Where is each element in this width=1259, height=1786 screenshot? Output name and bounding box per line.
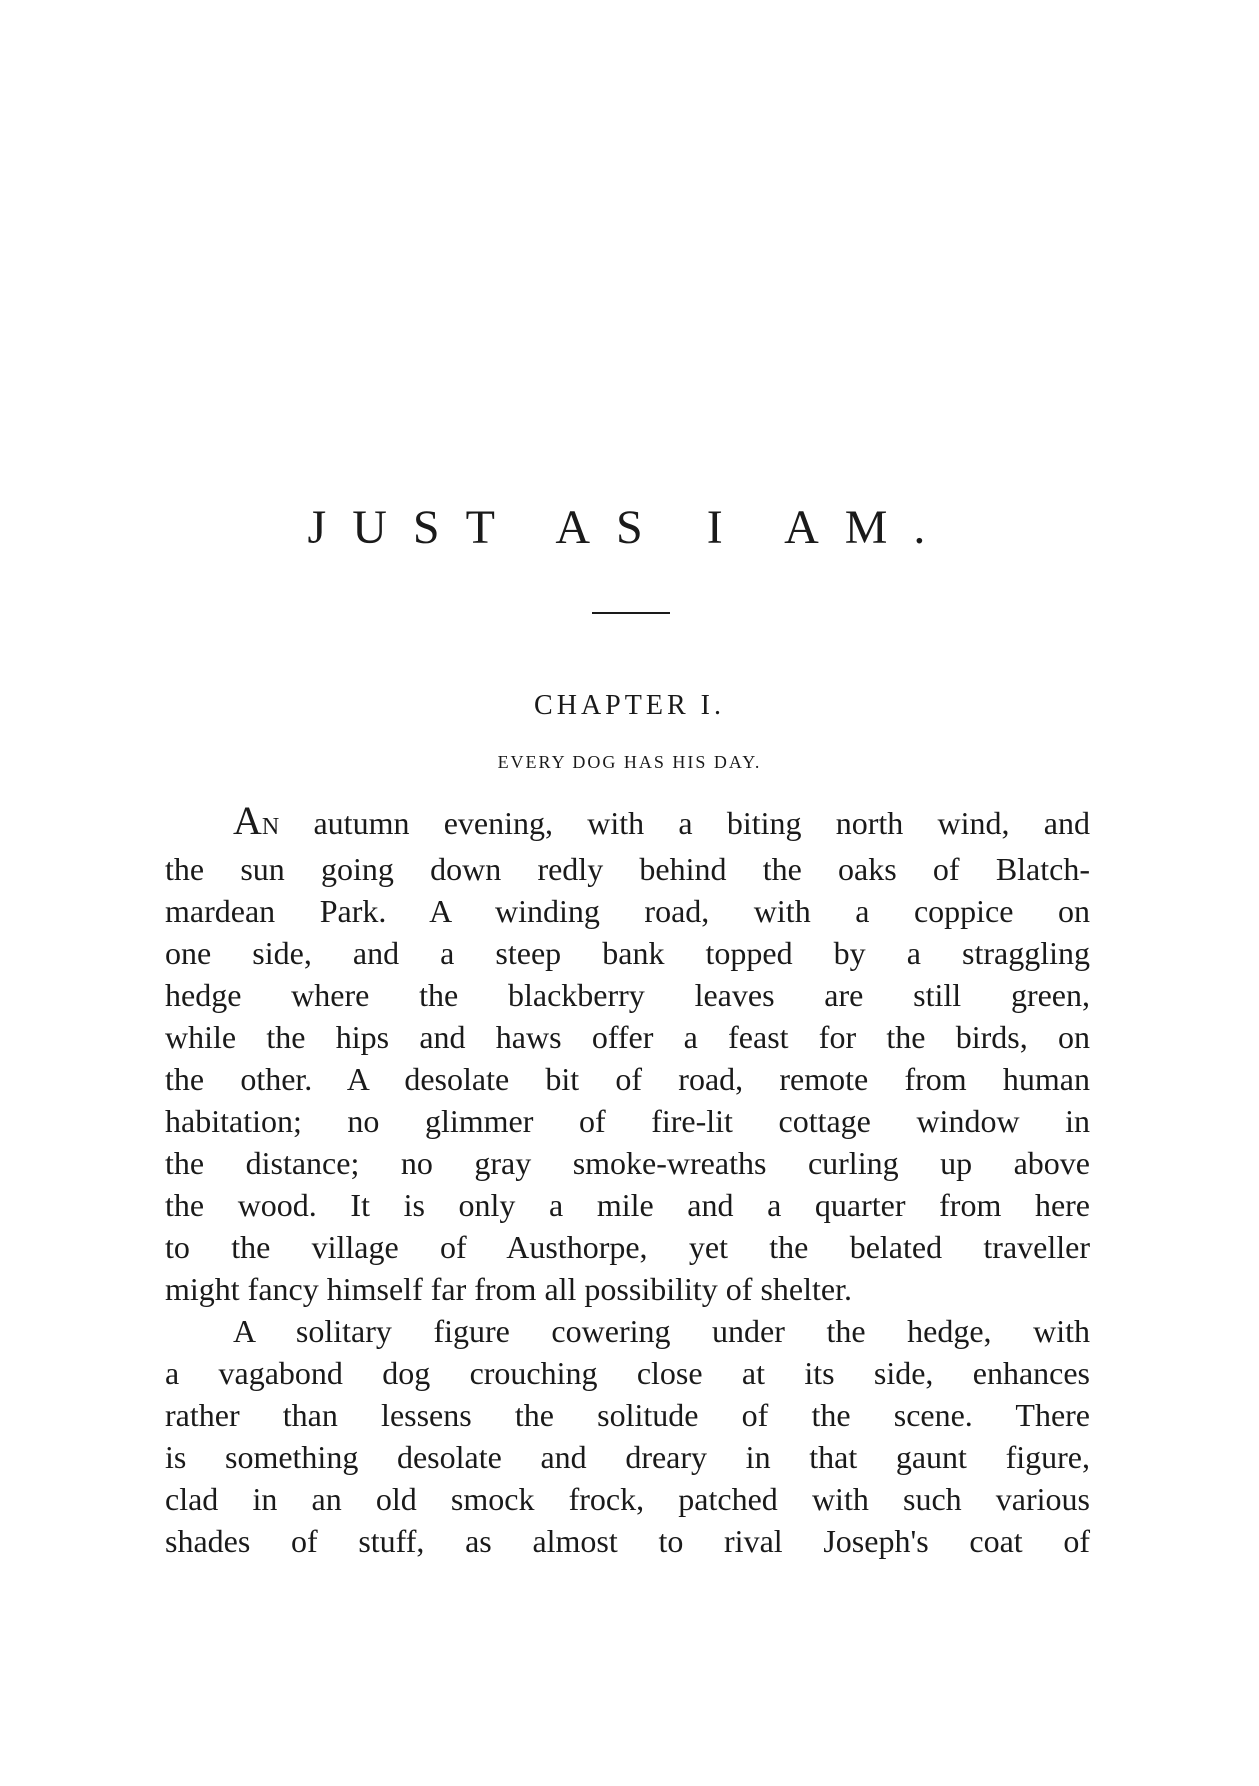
paragraph-line: to the village of Austhorpe, yet the belated traveller [165, 1229, 1090, 1265]
title-rule [592, 612, 670, 614]
book-title: JUST AS I AM. [307, 501, 952, 554]
paragraph-line: the other. A desolate bit of road, remote from human [165, 1061, 1090, 1097]
paragraph-line [165, 800, 1090, 848]
paragraph-line: the sun going down redly behind the oaks of Blatch- [165, 851, 1090, 887]
paragraph-2 [165, 1310, 1090, 1562]
paragraph-line: clad in an old smock frock, patched with such various [165, 1481, 1090, 1517]
paragraph-line: A solitary figure cowering under the hedge, with [233, 1313, 1090, 1349]
body-text [165, 800, 1090, 1562]
line-text: autumn evening, with a biting north wind, and [279, 805, 1090, 841]
chapter-subtitle: EVERY DOG HAS HIS DAY. [497, 752, 762, 772]
paragraph-line: rather than lessens the solitude of the scene. There [165, 1397, 1090, 1433]
paragraph-line: a vagabond dog crouching close at its side, enhances [165, 1355, 1090, 1391]
small-caps-rest: N [261, 814, 280, 840]
paragraph-line: shades of stuff, as almost to rival Joseph's coat of [165, 1523, 1090, 1559]
paragraph-line: while the hips and haws offer a feast for the birds, on [165, 1019, 1090, 1055]
dropcap: A [233, 798, 262, 843]
paragraph-line: is something desolate and dreary in that gaunt figure, [165, 1439, 1090, 1475]
paragraph-line: the wood. It is only a mile and a quarter from here [165, 1187, 1090, 1223]
paragraph-line: mardean Park. A winding road, with a coppice on [165, 893, 1090, 929]
chapter-heading: CHAPTER I. [534, 690, 725, 721]
paragraph-line: hedge where the blackberry leaves are still green, [165, 977, 1090, 1013]
paragraph-line: habitation; no glimmer of fire-lit cottage window in [165, 1103, 1090, 1139]
paragraph-line: might fancy himself far from all possibility of shelter. [165, 1271, 852, 1307]
paragraph-line: one side, and a steep bank topped by a straggling [165, 935, 1090, 971]
paragraph-line: the distance; no gray smoke-wreaths curling up above [165, 1145, 1090, 1181]
paragraph-1 [165, 800, 1090, 1310]
